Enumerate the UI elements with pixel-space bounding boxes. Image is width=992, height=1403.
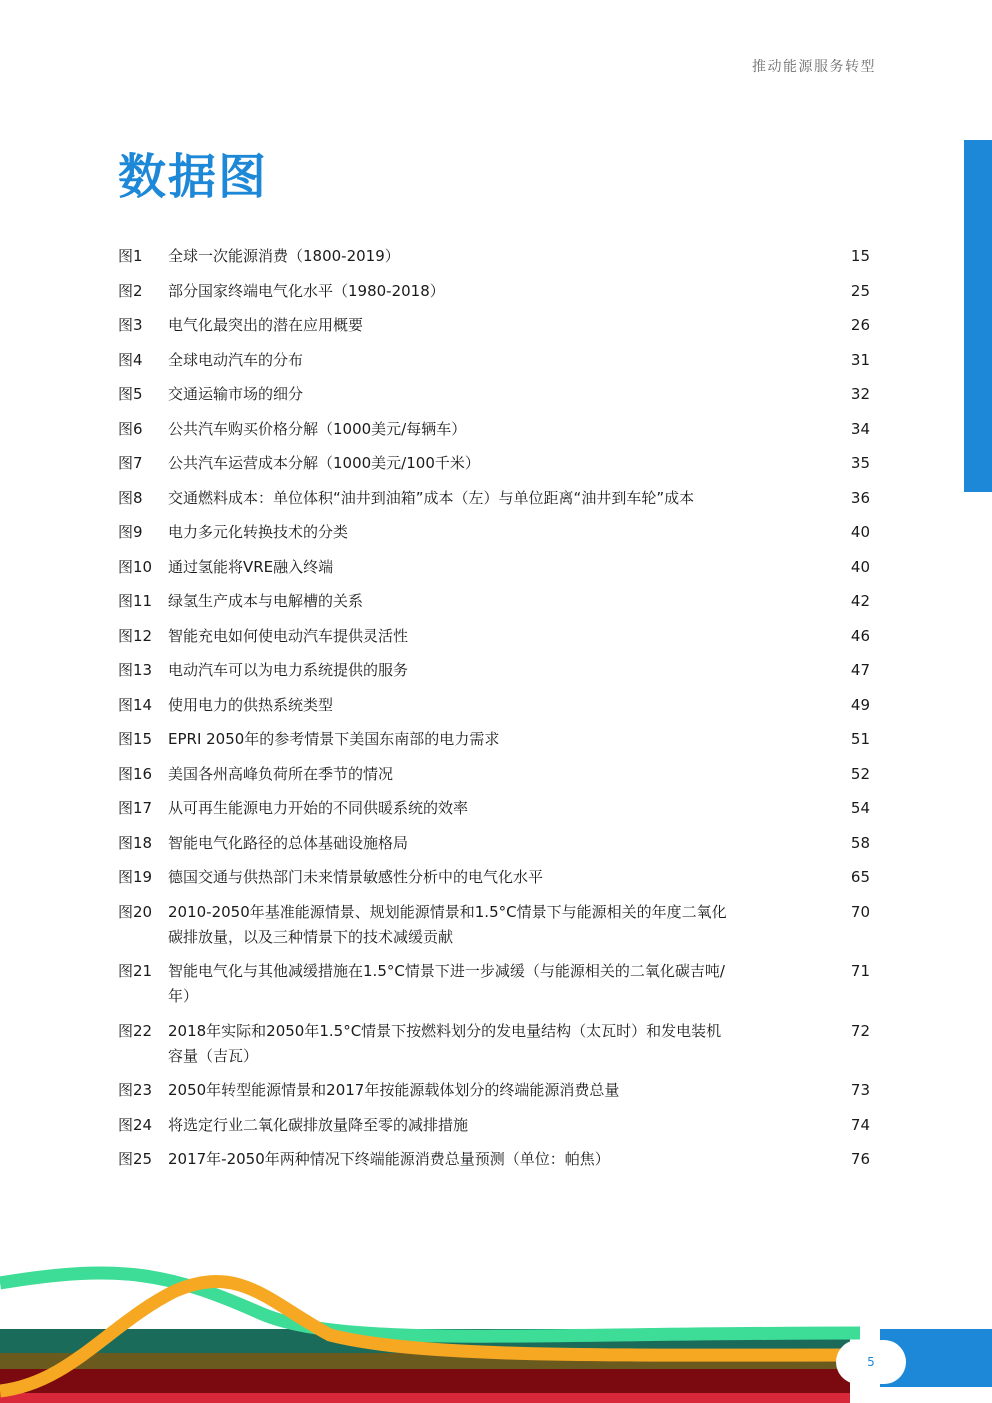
toc-entry[interactable]	[118, 520, 870, 545]
figure-title: 公共汽车购买价格分解（1000美元/每辆车）	[168, 419, 467, 438]
figure-number: 图17	[118, 799, 153, 817]
figure-number: 图25	[118, 1150, 153, 1168]
figure-title: 2018年实际和2050年1.5°C情景下按燃料划分的发电量结构（太瓦时）和发电装机容量（吉瓦）	[168, 1021, 722, 1065]
toc-entry[interactable]	[118, 451, 870, 476]
figure-title: 2050年转型能源情景和2017年按能源载体划分的终端能源消费总量	[168, 1081, 620, 1099]
toc-entry[interactable]	[118, 959, 870, 1009]
toc-entry[interactable]	[118, 555, 870, 580]
figure-number: 图12	[118, 626, 153, 645]
page-ref: 46	[850, 626, 870, 645]
figure-number: 图1	[118, 247, 143, 265]
page-ref: 49	[850, 695, 870, 714]
figure-title: 电气化最突出的潜在应用概要	[168, 316, 364, 334]
figure-title: 从可再生能源电力开始的不同供暖系统的效率	[168, 799, 469, 817]
page-ref: 52	[850, 764, 870, 783]
page-ref: 32	[850, 385, 870, 403]
page-ref: 31	[850, 350, 870, 369]
figure-title: 交通燃料成本：单位体积“油井到油箱”成本（左）与单位距离“油井到车轮”成本	[168, 488, 695, 507]
page-ref: 36	[850, 488, 870, 507]
page-title: 数据图	[118, 149, 269, 205]
toc-entry[interactable]	[118, 417, 870, 442]
toc-entry[interactable]	[118, 762, 870, 787]
figure-number: 图16	[118, 764, 153, 783]
figure-number: 图23	[118, 1081, 153, 1099]
figure-number: 图14	[118, 695, 153, 714]
toc-entry[interactable]	[118, 831, 870, 856]
figure-title: 2017年-2050年两种情况下终端能源消费总量预测（单位：帕焦）	[168, 1150, 610, 1168]
page-ref: 25	[850, 281, 870, 300]
page-ref: 40	[850, 557, 870, 576]
figure-title: 智能电气化路径的总体基础设施格局	[168, 833, 409, 852]
figure-number: 图9	[118, 523, 143, 541]
page-ref: 34	[850, 419, 870, 438]
figure-title: 德国交通与供热部门未来情景敏感性分析中的电气化水平	[168, 868, 544, 886]
figure-title: 通过氢能将VRE融入终端	[168, 557, 334, 576]
figure-number: 图22	[118, 1021, 153, 1040]
page-ref: 72	[850, 1021, 870, 1040]
toc-entry[interactable]	[118, 624, 870, 649]
toc-entry[interactable]	[118, 382, 870, 407]
figure-number: 图24	[118, 1115, 153, 1134]
figure-number: 图20	[118, 902, 153, 921]
page-ref: 74	[850, 1115, 870, 1134]
figure-number: 图5	[118, 385, 143, 403]
toc-entry[interactable]	[118, 313, 870, 338]
figure-number: 图13	[118, 661, 153, 679]
figure-number: 图8	[118, 488, 143, 507]
toc-entry[interactable]	[118, 658, 870, 683]
page-ref: 15	[850, 247, 870, 265]
page-ref: 73	[850, 1081, 870, 1099]
page-ref: 76	[850, 1150, 870, 1168]
toc-entry[interactable]	[118, 865, 870, 890]
figure-number: 图18	[118, 833, 153, 852]
page-ref: 26	[850, 316, 870, 334]
figure-number: 图21	[118, 962, 153, 980]
figure-title: 绿氢生产成本与电解槽的关系	[168, 592, 364, 610]
page-ref: 47	[850, 661, 870, 679]
footer-decoration	[0, 1263, 992, 1403]
toc-entry[interactable]	[118, 796, 870, 821]
chapter-side-tab	[964, 140, 992, 492]
toc-entry[interactable]	[118, 693, 870, 718]
page-ref: 35	[850, 454, 870, 472]
figure-title: 智能电气化与其他减缓措施在1.5°C情景下进一步减缓（与能源相关的二氧化碳吉吨/年）	[168, 962, 725, 1005]
figure-number: 图19	[118, 868, 153, 886]
figure-number: 图2	[118, 281, 143, 300]
toc-entry[interactable]	[118, 727, 870, 752]
page-ref: 54	[850, 799, 870, 817]
figure-title: 公共汽车运营成本分解（1000美元/100千米）	[168, 454, 480, 472]
figure-title: 2010-2050年基准能源情景、规划能源情景和1.5°C情景下与能源相关的年度二氧化碳排放量，以及三种情景下的技术减缓贡献	[168, 902, 727, 946]
toc-entry[interactable]	[118, 244, 870, 269]
toc-entry[interactable]	[118, 1147, 870, 1172]
toc-entry[interactable]	[118, 348, 870, 373]
toc-entry[interactable]	[118, 279, 870, 304]
figure-number: 图11	[118, 592, 153, 610]
figure-title: 部分国家终端电气化水平（1980-2018）	[168, 281, 445, 300]
page-ref: 58	[850, 833, 870, 852]
figure-title: EPRI 2050年的参考情景下美国东南部的电力需求	[168, 730, 500, 748]
figure-number: 图3	[118, 316, 143, 334]
figure-title: 全球一次能源消费（1800-2019）	[168, 247, 400, 265]
toc-entry[interactable]	[118, 900, 870, 950]
toc-entry[interactable]	[118, 1019, 870, 1069]
figure-number: 图15	[118, 730, 153, 748]
figure-title: 智能充电如何使电动汽车提供灵活性	[168, 626, 409, 645]
figure-number: 图10	[118, 557, 153, 576]
figure-title: 美国各州高峰负荷所在季节的情况	[168, 764, 394, 783]
page-ref: 71	[850, 962, 870, 980]
page-ref: 70	[850, 902, 870, 921]
figure-title: 交通运输市场的细分	[168, 385, 304, 403]
toc-entry[interactable]	[118, 589, 870, 614]
footer-band-dark-red	[0, 1367, 850, 1393]
page-ref: 65	[850, 868, 870, 886]
figure-title: 全球电动汽车的分布	[168, 350, 304, 369]
toc-entry[interactable]	[118, 1113, 870, 1138]
toc-entry[interactable]	[118, 1078, 870, 1103]
figure-title: 将选定行业二氧化碳排放量降至零的减排措施	[168, 1115, 469, 1134]
figure-number: 图7	[118, 454, 143, 472]
page-ref: 42	[850, 592, 870, 610]
figure-number: 图4	[118, 350, 143, 369]
page-ref: 51	[850, 730, 870, 748]
toc-entry[interactable]	[118, 486, 870, 511]
figure-title: 电力多元化转换技术的分类	[168, 523, 349, 541]
page-number: 5	[836, 1340, 906, 1384]
figure-list	[118, 244, 870, 1182]
running-header: 推动能源服务转型	[752, 59, 876, 75]
figure-title: 电动汽车可以为电力系统提供的服务	[168, 661, 409, 679]
page-ref: 40	[850, 523, 870, 541]
figure-title: 使用电力的供热系统类型	[168, 695, 334, 714]
figure-number: 图6	[118, 419, 143, 438]
